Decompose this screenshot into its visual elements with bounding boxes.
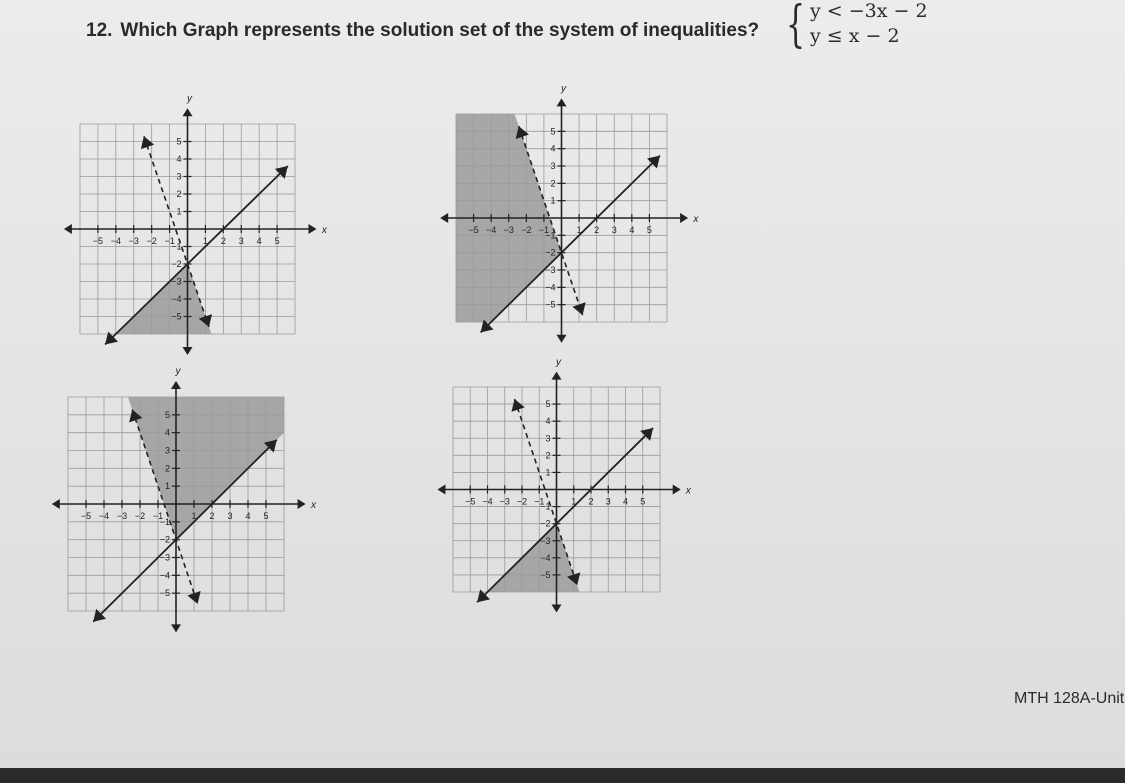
y-tick-label: 2 [545, 450, 551, 461]
x-tick-label: −3 [116, 511, 128, 521]
y-tick-label: 5 [545, 399, 551, 410]
axis-arrowhead [171, 381, 181, 389]
paper-bottom-edge [0, 768, 1125, 783]
y-axis-label: y [175, 365, 181, 377]
axis-arrowhead [552, 605, 562, 613]
y-tick-label: −4 [159, 570, 170, 581]
y-axis-label: y [187, 93, 192, 105]
graph-option-1[interactable] [58, 93, 327, 356]
x-tick-label: −2 [521, 225, 532, 235]
x-tick-label: 3 [238, 236, 244, 246]
x-tick-label: 5 [274, 236, 280, 246]
x-tick-label: −3 [128, 236, 139, 246]
x-tick-label: −5 [468, 225, 479, 235]
axis-arrowhead [52, 499, 60, 509]
x-tick-label: −1 [534, 496, 545, 507]
y-tick-label: −3 [540, 535, 551, 546]
y-tick-label: 3 [176, 171, 182, 182]
y-tick-label: −3 [159, 552, 170, 563]
y-tick-label: 4 [545, 416, 551, 427]
axis-arrowhead [440, 213, 448, 223]
x-tick-label: 1 [202, 236, 208, 246]
axis-arrowhead [437, 485, 445, 495]
x-tick-label: −4 [110, 236, 121, 246]
x-tick-label: −5 [92, 236, 104, 246]
x-tick-label: −2 [134, 511, 146, 521]
y-tick-label: 1 [550, 195, 556, 206]
axis-arrowhead [557, 98, 567, 106]
axis-arrowhead [298, 499, 306, 509]
inequality-2: y ≤ x − 2 [810, 25, 900, 47]
y-tick-label: −3 [171, 276, 182, 287]
x-tick-label: −5 [465, 496, 476, 507]
y-tick-label: −1 [540, 501, 551, 512]
y-tick-label: −5 [159, 588, 170, 599]
y-tick-label: −3 [545, 265, 556, 275]
axis-arrowhead [171, 624, 181, 632]
x-axis-label: x [693, 214, 699, 225]
x-tick-label: 5 [646, 225, 652, 235]
x-axis-label: x [311, 500, 316, 511]
question-number: 12. [86, 20, 113, 41]
y-tick-label: 4 [164, 427, 170, 438]
y-axis-label: y [561, 83, 566, 95]
x-tick-label: 3 [605, 496, 611, 507]
x-tick-label: 5 [640, 496, 646, 507]
inequality-1: y < −3x − 2 [810, 0, 928, 22]
y-tick-label: 1 [176, 206, 182, 217]
axis-arrowhead [673, 485, 681, 495]
x-tick-label: −2 [146, 236, 157, 246]
x-tick-label: −1 [152, 511, 164, 521]
x-tick-label: −2 [516, 496, 528, 507]
x-tick-label: −1 [164, 236, 175, 246]
x-tick-label: −1 [538, 225, 550, 235]
x-tick-label: 1 [571, 496, 577, 507]
y-tick-label: 5 [164, 409, 170, 420]
axis-arrowhead [680, 213, 688, 223]
y-tick-label: −1 [159, 516, 170, 527]
y-tick-label: 1 [164, 481, 170, 492]
question-prompt [86, 20, 759, 42]
y-tick-label: −2 [171, 259, 182, 269]
question-text: Which Graph represents the solution set of the system of inequalities? [120, 20, 760, 41]
x-tick-label: −4 [482, 496, 493, 507]
x-axis-label: x [321, 225, 327, 236]
x-tick-label: 3 [611, 225, 617, 235]
x-tick-label: −4 [486, 225, 497, 235]
y-tick-label: −1 [545, 230, 556, 241]
y-tick-label: −2 [545, 247, 556, 258]
x-tick-label: 3 [227, 511, 233, 521]
x-tick-label: 2 [209, 511, 215, 521]
x-tick-label: 4 [245, 511, 251, 521]
x-tick-label: 5 [263, 511, 269, 521]
axis-arrowhead [183, 108, 193, 116]
x-tick-label: 1 [191, 511, 197, 521]
y-tick-label: 1 [545, 467, 551, 478]
y-tick-label: 3 [545, 433, 551, 444]
axis-arrowhead [557, 335, 567, 343]
y-tick-label: 3 [550, 161, 556, 171]
axis-arrowhead [552, 372, 562, 380]
y-tick-label: −5 [545, 299, 556, 310]
y-tick-label: 2 [176, 189, 182, 199]
y-tick-label: −2 [540, 518, 551, 529]
x-tick-label: −5 [80, 511, 92, 521]
graph-option-4[interactable] [431, 356, 691, 614]
y-tick-label: −4 [545, 282, 556, 293]
x-tick-label: 2 [594, 225, 600, 235]
y-tick-label: −5 [171, 311, 182, 322]
y-axis-label: y [556, 356, 561, 368]
x-tick-label: 4 [256, 236, 262, 246]
y-tick-label: 5 [176, 136, 182, 147]
y-tick-label: 2 [550, 178, 556, 189]
axis-arrowhead [309, 224, 317, 234]
y-tick-label: −1 [171, 241, 182, 252]
y-tick-label: 5 [550, 126, 556, 137]
system-brace: { [786, 0, 806, 53]
x-tick-label: −4 [98, 511, 110, 521]
graph-option-3[interactable] [46, 365, 316, 633]
graph-option-2[interactable] [434, 83, 699, 344]
x-tick-label: 2 [588, 496, 594, 507]
x-tick-label: −3 [499, 496, 510, 507]
y-tick-label: −4 [171, 294, 182, 304]
x-tick-label: 2 [220, 236, 226, 246]
footer-course-label: MTH 128A-Unit [1014, 690, 1125, 707]
axis-arrowhead [183, 347, 193, 355]
x-tick-label: 1 [576, 225, 582, 235]
x-tick-label: 4 [622, 496, 629, 507]
axis-arrowhead [64, 224, 72, 234]
x-tick-label: 4 [629, 225, 635, 235]
y-tick-label: 3 [164, 445, 170, 456]
inequality-system [786, 0, 946, 52]
y-tick-label: −5 [540, 569, 551, 580]
x-axis-label: x [685, 485, 691, 497]
y-tick-label: 2 [164, 463, 170, 474]
x-tick-label: −3 [503, 225, 514, 235]
y-tick-label: 4 [550, 143, 556, 154]
y-tick-label: −4 [540, 552, 551, 563]
y-tick-label: 4 [176, 154, 182, 164]
y-tick-label: −2 [159, 534, 170, 545]
